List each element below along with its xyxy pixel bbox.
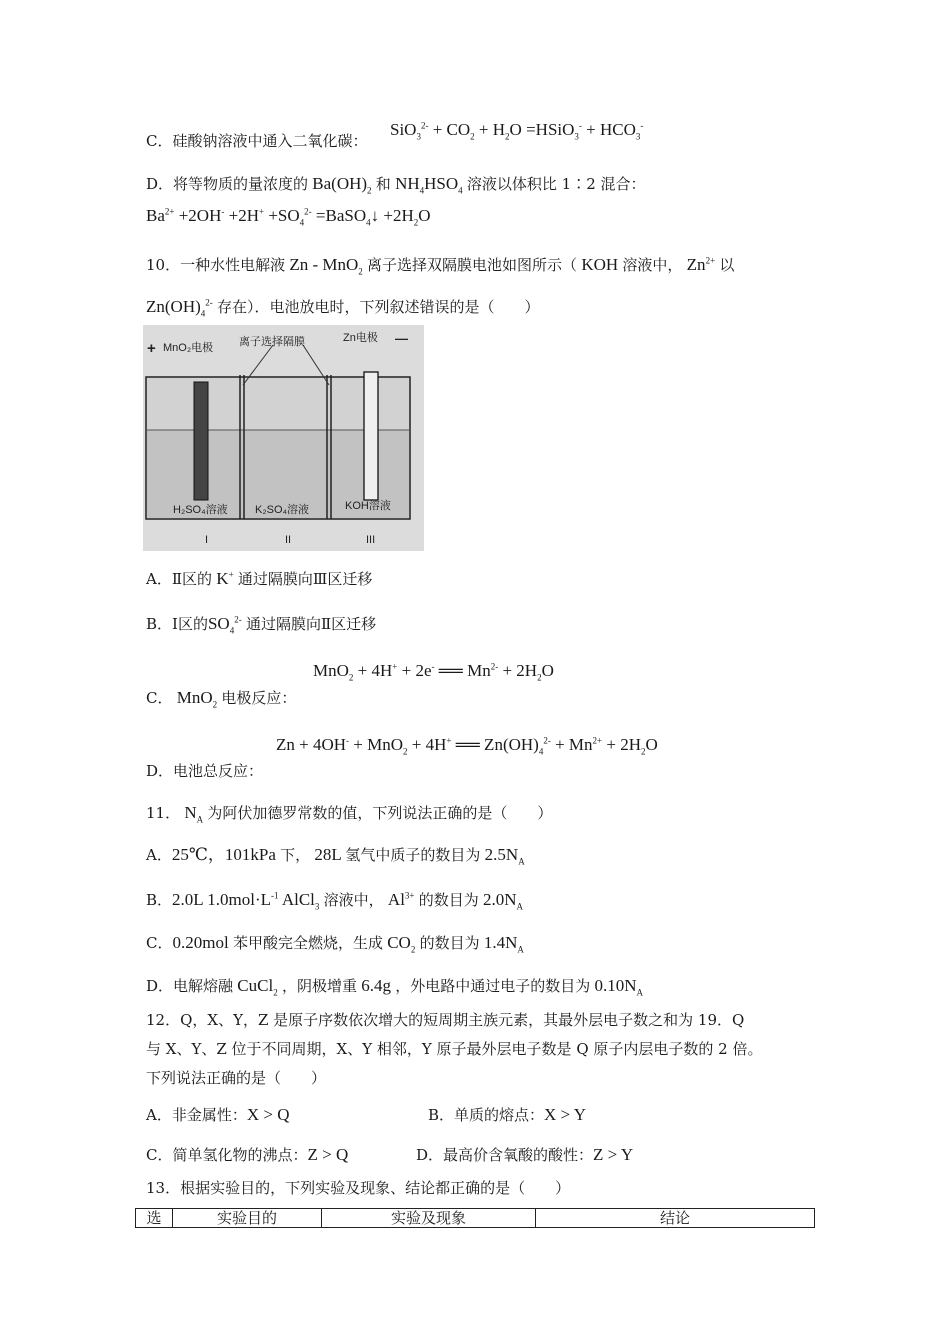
formula: $Zn^{2+}$ [682, 255, 716, 274]
formula: KOH [577, 255, 623, 274]
region-2-label: II [285, 534, 292, 546]
table-header-cell: 结论 [536, 1209, 815, 1228]
q11-option-a: A．25℃，101kPa 下， 28L 氢气中质子的数目为 $2.5N_A$ [146, 845, 525, 867]
region-1-label: I [205, 534, 209, 546]
q12-option-a: A．非金属性：X > Q [146, 1105, 290, 1124]
formula: Z > Y [593, 1145, 634, 1164]
equation-10d: Zn + 4OH- + MnO$_2$ + 4H+ ══ $Zn(OH)_4^{2-} + Mn^{2+} + 2H_2O$ [276, 735, 658, 757]
formula: Zn - MnO$_2$ [285, 255, 363, 277]
q11-option-d: D．电解熔融 CuCl$_2$ ，阴极增重 6.4g ，外电路中通过电子的数目为 $0.10N_A$ [146, 976, 643, 998]
plus-sign: + [147, 340, 156, 357]
q11-option-c: C．0.20mol 苯甲酸完全燃烧，生成 $CO_2$ 的数目为 $1.4N_A$ [146, 933, 524, 955]
formula: $Ba(OH)_2$ [308, 174, 372, 196]
formula: X > Y [544, 1105, 587, 1124]
q12-line3: 下列说法正确的是（ ） [146, 1069, 327, 1087]
q10-line2: $Zn(OH)_4^{2-}$ 存在）．电池放电时，下列叙述错误的是（ ） [146, 297, 540, 319]
formula: 25℃，101kPa [171, 845, 281, 864]
membrane-label: 离子选择隔膜 [239, 336, 305, 348]
minus-sign: — [395, 331, 408, 346]
formula: X > Q [246, 1105, 290, 1124]
q10-option-b: B．Ⅰ区的$SO_4^{2-}$ 通过隔膜向Ⅱ区迁移 [146, 614, 377, 636]
formula: CuCl$_2$ [233, 976, 278, 998]
equation-10c: MnO$_2$ + 4H+ + 2e- ══ $Mn^{2-} + 2H_2O$ [313, 661, 554, 683]
formula: $1.4N_A$ [479, 933, 524, 955]
formula: $CO_2$ [382, 933, 416, 955]
q12-option-c: C．简单氢化物的沸点：Z > Q [146, 1145, 349, 1164]
formula: $2.5N_A$ [480, 845, 525, 867]
q10-line1: 10．一种水性电解液 Zn - MnO$_2$ 离子选择双隔膜电池如图所示（ KOH 溶液中， $Zn^{2+}$ 以 [146, 255, 735, 277]
q11-stem: 11． $N_A$ 为阿伏加德罗常数的值，下列说法正确的是（ ） [146, 803, 553, 825]
table-header-cell: 实验及现象 [322, 1209, 536, 1228]
battery-diagram [143, 325, 424, 551]
formula: $NH_4HSO_4$ [390, 174, 463, 196]
mno2-electrode-label: MnO₂电极 [163, 342, 214, 354]
q12-option-b: B．单质的熔点：X > Y [428, 1105, 587, 1124]
formula: 0.20mol [172, 933, 233, 952]
formula: $Zn(OH)_4^{2-}$ [146, 297, 213, 319]
q12-line2: 与 X、Y、Z 位于不同周期，X、Y 相邻，Y 原子最外层电子数是 Q 原子内层电子数的 2 倍。 [146, 1040, 763, 1058]
equation-c: $SiO_3^{2-} + CO_2 + H_2O$ =HSiO$_3$- + $HCO_3^-$ [390, 120, 644, 142]
formula: $N_A$ [180, 803, 204, 825]
q13-table [135, 1208, 815, 1228]
equation-d: $Ba^{2+} +2OH^- +2H^+ +SO_4^{2-}$ =BaSO$_4$↓ $+2H_2O$ [146, 206, 431, 228]
formula: 28L [310, 845, 346, 864]
q12-line1: 12．Q，X、Y，Z 是原子序数依次增大的短周期主族元素，其最外层电子数之和为 19．Q [146, 1011, 745, 1029]
formula: 2.0L $1.0mol\cdot L^{-1}$ AlCl$_3$ [172, 890, 320, 912]
option-d-line: D．将等物质的量浓度的 $Ba(OH)_2$ 和 $NH_4HSO_4$ 溶液以体积比 1∶2 混合： [146, 174, 646, 196]
q10-option-d: D．电池总反应： [146, 762, 264, 780]
formula: K+ [212, 569, 234, 588]
q10-option-c: C． MnO$_2$ 电极反应： [146, 688, 297, 710]
q13-stem: 13．根据实验目的，下列实验及现象、结论都正确的是（ ） [146, 1179, 571, 1197]
formula: MnO$_2$ [172, 688, 218, 710]
q10-option-a: A．Ⅱ区的 K+ 通过隔膜向Ⅲ区迁移 [146, 569, 373, 588]
formula: $SO_4^{2-}$ [207, 614, 242, 636]
zn-electrode-label: Zn电极 [343, 332, 378, 344]
koh-solution-label: KOH溶液 [345, 500, 391, 512]
formula: Z > Q [307, 1145, 349, 1164]
option-c-line: C．硅酸钠溶液中通入二氧化碳： [146, 132, 368, 150]
h2so4-solution-label: H₂SO₄溶液 [173, 504, 228, 516]
formula: 6.4g [356, 976, 396, 995]
table-header-row [136, 1209, 815, 1228]
table-header-cell: 选 [136, 1209, 173, 1228]
q11-option-b: B．2.0L $1.0mol\cdot L^{-1}$ AlCl$_3$ 溶液中， $Al^{3+}$ 的数目为 $2.0N_A$ [146, 890, 524, 912]
k2so4-solution-label: K₂SO₄溶液 [255, 504, 309, 516]
region-3-label: III [366, 534, 376, 546]
formula: $2.0N_A$ [478, 890, 524, 912]
q12-option-d: D．最高价含氧酸的酸性：Z > Y [416, 1145, 634, 1164]
table-header-cell: 实验目的 [173, 1209, 322, 1228]
formula: $Al^{3+}$ [383, 890, 415, 909]
formula: $0.10N_A$ [590, 976, 643, 998]
